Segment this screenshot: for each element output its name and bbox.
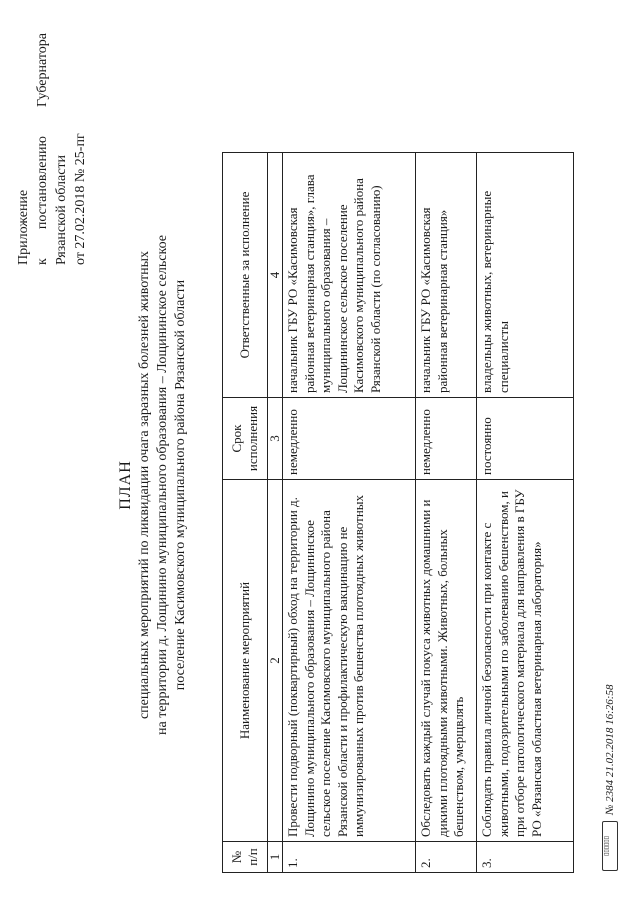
row-term: немедленно	[283, 398, 416, 480]
plan-heading: ПЛАН	[117, 460, 134, 510]
row-action: Соблюдать правила личной безопасности при контакте с животными, подозрительными по заболеванию бешенством, и при отборе патологического материала для направления в ГБУ РО «Рязанская областная ветеринарная лаборатория»	[477, 480, 574, 842]
column-number: 2	[268, 480, 283, 842]
row-number: 2.	[416, 842, 477, 873]
row-responsible: начальник ГБУ РО «Касимовская районная ветеринарная станция»	[416, 153, 477, 398]
header-action: Наименование мероприятий	[223, 480, 268, 842]
header-number: № п/п	[223, 842, 268, 873]
row-action: Обследовать каждый случай покуса животных домашними и дикими плотоядными животными. Животных, больных бешенством, умерщвлять	[416, 480, 477, 842]
column-number: 3	[268, 398, 283, 480]
barcode-stamp-icon: ▯▯▯▯▯▯	[602, 821, 618, 871]
plan-subtitle-line: поселение Касимовского муниципального района Рязанской области	[173, 279, 188, 691]
column-number: 4	[268, 153, 283, 398]
registration-number: № 2384 21.02.2018 16:26:58	[604, 684, 616, 815]
appendix-word: постановлению	[35, 136, 50, 230]
plan-subtitle-line: на территории д. Лощинино муниципального образования – Лощининское сельское	[155, 235, 170, 735]
registration-stamp	[602, 685, 618, 871]
header-term: Срок исполнения	[223, 398, 268, 480]
row-number: 3.	[477, 842, 574, 873]
row-term: немедленно	[416, 398, 477, 480]
appendix-block	[14, 25, 90, 265]
table-header-row	[223, 153, 268, 873]
row-responsible: владельцы животных, ветеринарные специалисты	[477, 153, 574, 398]
plan-subtitle-line: специальных мероприятий по ликвидации очага заразных болезней животных	[137, 250, 152, 720]
header-responsible: Ответственные за исполнение	[223, 153, 268, 398]
table-row	[477, 153, 574, 873]
column-number: 1	[268, 842, 283, 873]
row-number: 1.	[283, 842, 416, 873]
row-responsible: начальник ГБУ РО «Касимовская районная ветеринарная станция», глава муниципального образования – Лощининское сельское поселение Касимовского муниципального района Рязанской области (по согласованию)	[283, 153, 416, 398]
appendix-word: к	[35, 258, 50, 265]
row-action: Провести подворный (поквартирный) обход на территории д. Лощинино муниципального образования – Лощининское сельское поселение Касимовского муниципального района Рязанской области и профилактическую вакцинацию не иммунизированных против бешенства плотоядных животных	[283, 480, 416, 842]
appendix-region: Рязанской области	[54, 154, 69, 265]
plan-title-block	[116, 175, 190, 795]
table-row	[283, 153, 416, 873]
appendix-date-number: от 27.02.2018 № 25-пг	[73, 133, 88, 265]
appendix-resolution-line	[33, 33, 52, 265]
appendix-title: Приложение	[16, 189, 31, 265]
column-number-row	[268, 153, 283, 873]
table-row	[416, 153, 477, 873]
appendix-word: Губернатора	[35, 33, 50, 108]
measures-table	[222, 152, 574, 873]
row-term: постоянно	[477, 398, 574, 480]
